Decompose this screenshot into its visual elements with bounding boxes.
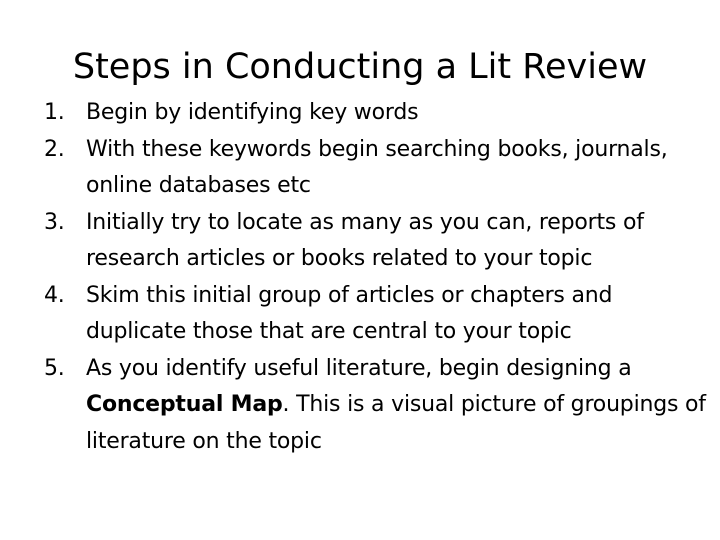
step-number: 4. — [44, 282, 65, 308]
step-item — [44, 351, 708, 461]
step-text: Initially try to locate as many as you can, reports of research articles or books related to your topic — [86, 209, 644, 271]
step-item — [44, 205, 708, 278]
step-item — [44, 278, 708, 351]
step-item — [44, 95, 708, 132]
step-text: Skim this initial group of articles or chapters and duplicate those that are central to your topic — [86, 282, 613, 344]
step-number: 1. — [44, 100, 65, 125]
step-text-after: . This is a visual picture of groupings of literature on the topic — [86, 392, 706, 454]
step-item — [44, 132, 708, 205]
step-number: 2. — [44, 136, 65, 162]
step-text: With these keywords begin searching books, journals, online databases etc — [86, 136, 668, 198]
step-number: 3. — [44, 209, 65, 235]
step-text — [86, 351, 708, 461]
steps-list — [44, 95, 708, 460]
step-number: 5. — [44, 355, 65, 381]
conceptual-map-emphasis: Conceptual Map — [86, 392, 283, 417]
step-text: Begin by identifying key words — [86, 100, 419, 125]
slide-title: Steps in Conducting a Lit Review — [72, 47, 648, 87]
step-text-before: As you identify useful literature, begin designing a — [86, 355, 632, 381]
